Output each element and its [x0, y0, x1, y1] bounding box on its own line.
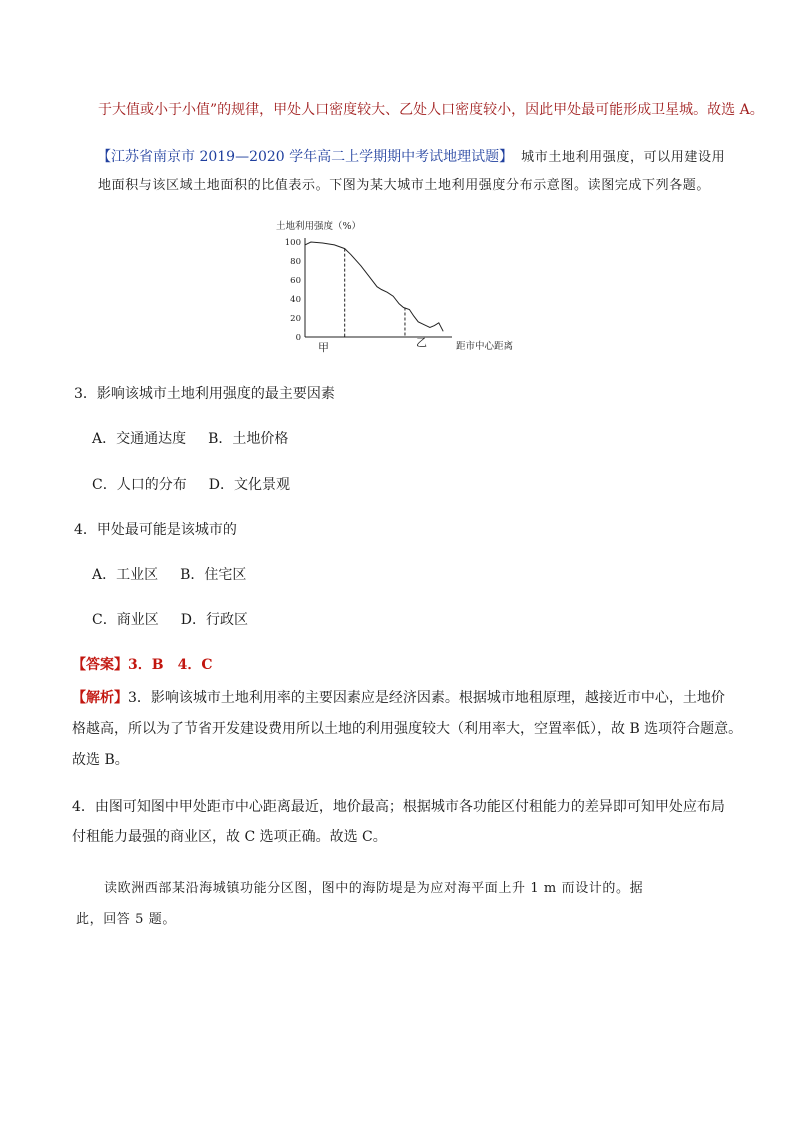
analysis-line-3: 故选 B。 — [72, 752, 129, 768]
intro-line-1: 于大值或小于小值”的规律，甲处人口密度较大、乙处人口密度较小，因此甲处最可能形成卫星城。故选 A。 — [98, 102, 764, 118]
analysis-q4-line-2: 付租能力最强的商业区，故 C 选项正确。故选 C。 — [72, 829, 387, 845]
q3-option-b[interactable]: B．土地价格 — [208, 431, 289, 447]
analysis-q4-line-1: 4．由图可知图中甲处距市中心距离最近，地价最高；根据城市各功能区付租能力的差异即可知甲处应布局 — [72, 799, 725, 815]
chart-x-label-jia: 甲 — [318, 341, 329, 354]
q3-option-c[interactable]: C．人口的分布 — [92, 477, 187, 493]
q4-option-d[interactable]: D．行政区 — [180, 612, 248, 628]
question-source-line — [97, 147, 725, 168]
q3-option-d[interactable]: D．文化景观 — [208, 477, 290, 493]
question-source-label: 【江苏省南京市 2019—2020 学年高二上学期期中考试地理试题】 — [97, 149, 514, 165]
answer-text: 3．B 4．C — [128, 657, 213, 673]
q4-option-c[interactable]: C．商业区 — [92, 612, 159, 628]
q4-option-a[interactable]: A．工业区 — [92, 567, 159, 583]
q3-option-a[interactable]: A．交通通达度 — [92, 431, 187, 447]
analysis-text-1: 3．影响该城市土地利用率的主要因素应是经济因素。根据城市地租原理，越接近市中心，土地价 — [128, 690, 725, 706]
q4-option-b[interactable]: B．住宅区 — [180, 567, 247, 583]
chart-y-tick-label: 100 — [284, 238, 301, 248]
analysis-line-1 — [72, 688, 725, 708]
answer-label: 【答案】 — [72, 657, 128, 673]
next-question-line-1: 读欧洲西部某沿海城镇功能分区图，图中的海防堤是为应对海平面上升 1 m 而设计的。据 — [104, 881, 644, 896]
q4-stem: 4．甲处最可能是该城市的 — [74, 522, 237, 538]
q3-options-row2 — [92, 475, 290, 495]
chart-y-ticks — [285, 238, 301, 343]
analysis-label: 【解析】 — [72, 690, 128, 706]
chart-x-axis-label: 距市中心距离 — [456, 341, 514, 352]
q4-options-row1 — [92, 565, 246, 585]
chart-y-tick-label: 20 — [290, 314, 301, 324]
chart-y-tick-label: 80 — [290, 257, 301, 267]
chart-y-tick-label: 40 — [290, 295, 301, 305]
chart-series-line — [305, 242, 443, 331]
chart-y-tick-label: 60 — [290, 276, 301, 286]
chart-y-tick-label: 0 — [295, 333, 301, 343]
q4-options-row2 — [92, 610, 248, 630]
q3-stem: 3．影响该城市土地利用强度的最主要因素 — [74, 386, 335, 402]
chart-x-label-yi: 乙 — [416, 336, 427, 349]
land-use-intensity-chart — [270, 212, 530, 356]
chart-y-axis-label: 土地利用强度（%） — [276, 221, 362, 232]
question-stem-line2: 地面积与该区域土地面积的比值表示。下图为某大城市土地利用强度分布示意图。读图完成下列各题。 — [98, 178, 711, 193]
analysis-line-2: 格越高，所以为了节省开发建设费用所以土地的利用强度较大（利用率大，空置率低），故 B 选项符合题意。 — [72, 721, 743, 737]
next-question-line-2: 此，回答 5 题。 — [76, 912, 176, 927]
question-stem-part1: 城市土地利用强度，可以用建设用 — [521, 150, 726, 165]
answer-line — [72, 655, 212, 675]
chart-markers — [345, 249, 405, 337]
q3-options-row1 — [92, 429, 288, 449]
